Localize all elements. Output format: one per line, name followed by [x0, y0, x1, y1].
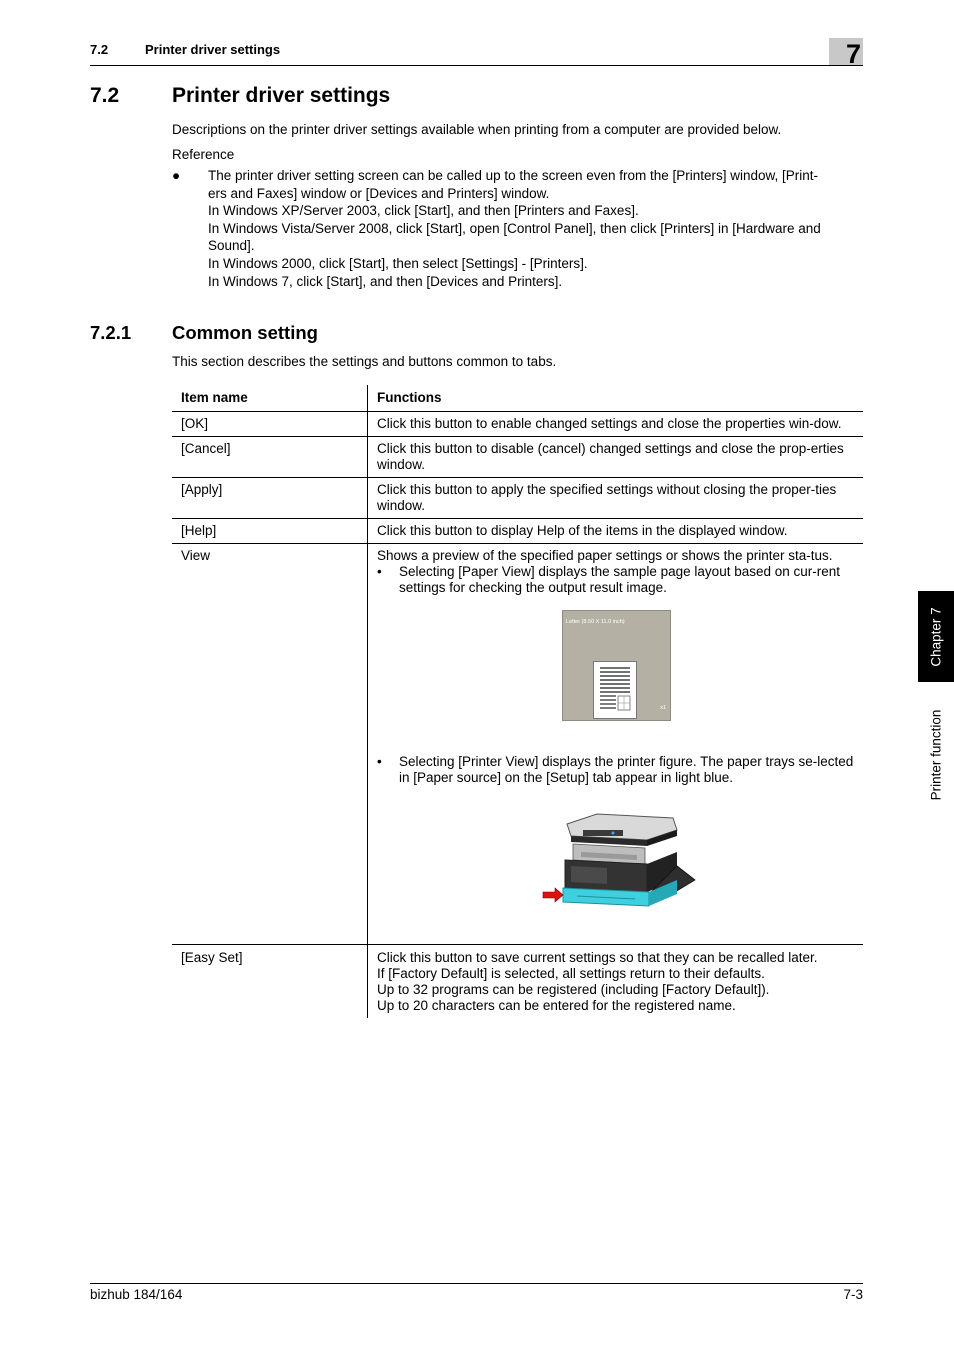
func-help: Click this button to display Help of the items in the displayed window.: [368, 519, 864, 544]
section-number: 7.2: [90, 84, 120, 107]
func-easy-set: [368, 945, 864, 1019]
easy-set-line: Click this button to save current settings so that they can be recalled later.: [377, 950, 818, 965]
item-apply: [Apply]: [172, 478, 368, 519]
func-apply: Click this button to apply the specified settings without closing the proper-ties window.: [368, 478, 864, 519]
bullet-text: Selecting [Printer View] displays the printer figure. The paper trays se-lected in [Paper source] on the [Setup] tab appear in light blue.: [399, 754, 854, 785]
table-row: [172, 519, 863, 544]
view-description: Shows a preview of the specified paper settings or shows the printer sta-tus.: [377, 548, 833, 563]
header-rule: [90, 65, 863, 66]
bullet-text: Selecting [Paper View] displays the sample page layout based on cur-rent settings for checking the output result image.: [399, 564, 841, 595]
chapter-number-box: [829, 38, 863, 69]
reference-bullet: ●: [172, 168, 181, 183]
table-row-view: [172, 544, 863, 945]
running-header-title: Printer driver settings: [145, 42, 281, 57]
view-bullet-printer: [377, 754, 854, 786]
printer-figure-image: [537, 806, 697, 916]
copy-count: x1: [660, 705, 666, 711]
func-view: [368, 544, 864, 945]
item-cancel: [Cancel]: [172, 437, 368, 478]
chapter-side-tab: [918, 591, 954, 682]
paper-size-label: Letter (8.50 X 11.0 inch): [566, 619, 625, 625]
func-ok: Click this button to enable changed settings and close the properties win-dow.: [368, 412, 864, 437]
table-row: [172, 412, 863, 437]
easy-set-line: Up to 32 programs can be registered (including [Factory Default]).: [377, 982, 770, 997]
section-intro: Descriptions on the printer driver settings available when printing from a computer are provided below.: [172, 122, 782, 137]
reference-text: [208, 167, 863, 290]
func-cancel: Click this button to disable (cancel) changed settings and close the prop-erties window.: [368, 437, 864, 478]
bullet-dot: •: [377, 564, 382, 579]
subsection-intro: This section describes the settings and buttons common to tabs.: [172, 354, 557, 369]
sample-page-icon: [593, 661, 637, 719]
reference-line: In Windows 7, click [Start], and then [Devices and Printers].: [208, 273, 563, 289]
section-title: Printer driver settings: [172, 84, 391, 107]
header-item-name: Item name: [172, 385, 368, 412]
paper-view-preview-image: [562, 610, 671, 721]
reference-label: Reference: [172, 147, 235, 162]
table-header-row: [172, 385, 863, 412]
common-settings-table: [172, 385, 863, 1018]
reference-line: ers and Faxes] window or [Devices and Printers] window.: [208, 185, 550, 201]
table-row: [172, 437, 863, 478]
footer-rule: [90, 1283, 863, 1284]
table-row: [172, 478, 863, 519]
reference-line: In Windows 2000, click [Start], then select [Settings] - [Printers].: [208, 255, 588, 271]
printer-view-figure-area: [377, 786, 854, 940]
reference-line: The printer driver setting screen can be called up to the screen even from the [Printers] window, [Print-: [208, 168, 819, 183]
footer-model: bizhub 184/164: [90, 1287, 183, 1302]
subsection-number: 7.2.1: [90, 322, 132, 343]
table-row-easy-set: [172, 945, 863, 1019]
printer-function-text: Printer function: [928, 709, 944, 801]
chapter-side-tab-label: Chapter 7: [928, 606, 944, 667]
bullet-dot: •: [377, 754, 382, 769]
header-functions: Functions: [377, 390, 442, 405]
view-bullet-paper: [377, 564, 854, 596]
footer-page-number: 7-3: [843, 1287, 863, 1302]
printer-function-side-label: [918, 690, 954, 820]
running-header-section-number: 7.2: [90, 42, 109, 57]
item-easy-set: [Easy Set]: [172, 945, 368, 1019]
reference-line: Sound].: [208, 238, 255, 254]
chapter-number: 7: [845, 39, 861, 69]
subsection-title: Common setting: [172, 322, 318, 343]
item-view: View: [172, 544, 368, 945]
reference-line: In Windows XP/Server 2003, click [Start], and then [Printers and Faxes].: [208, 203, 639, 219]
paper-view-figure-area: [377, 596, 854, 754]
item-help: [Help]: [172, 519, 368, 544]
easy-set-line: If [Factory Default] is selected, all settings return to their defaults.: [377, 966, 765, 981]
item-ok: [OK]: [172, 412, 368, 437]
easy-set-line: Up to 20 characters can be entered for the registered name.: [377, 998, 736, 1013]
reference-line: In Windows Vista/Server 2008, click [Start], open [Control Panel], then click [Printers] in [Hardware and: [208, 220, 821, 236]
